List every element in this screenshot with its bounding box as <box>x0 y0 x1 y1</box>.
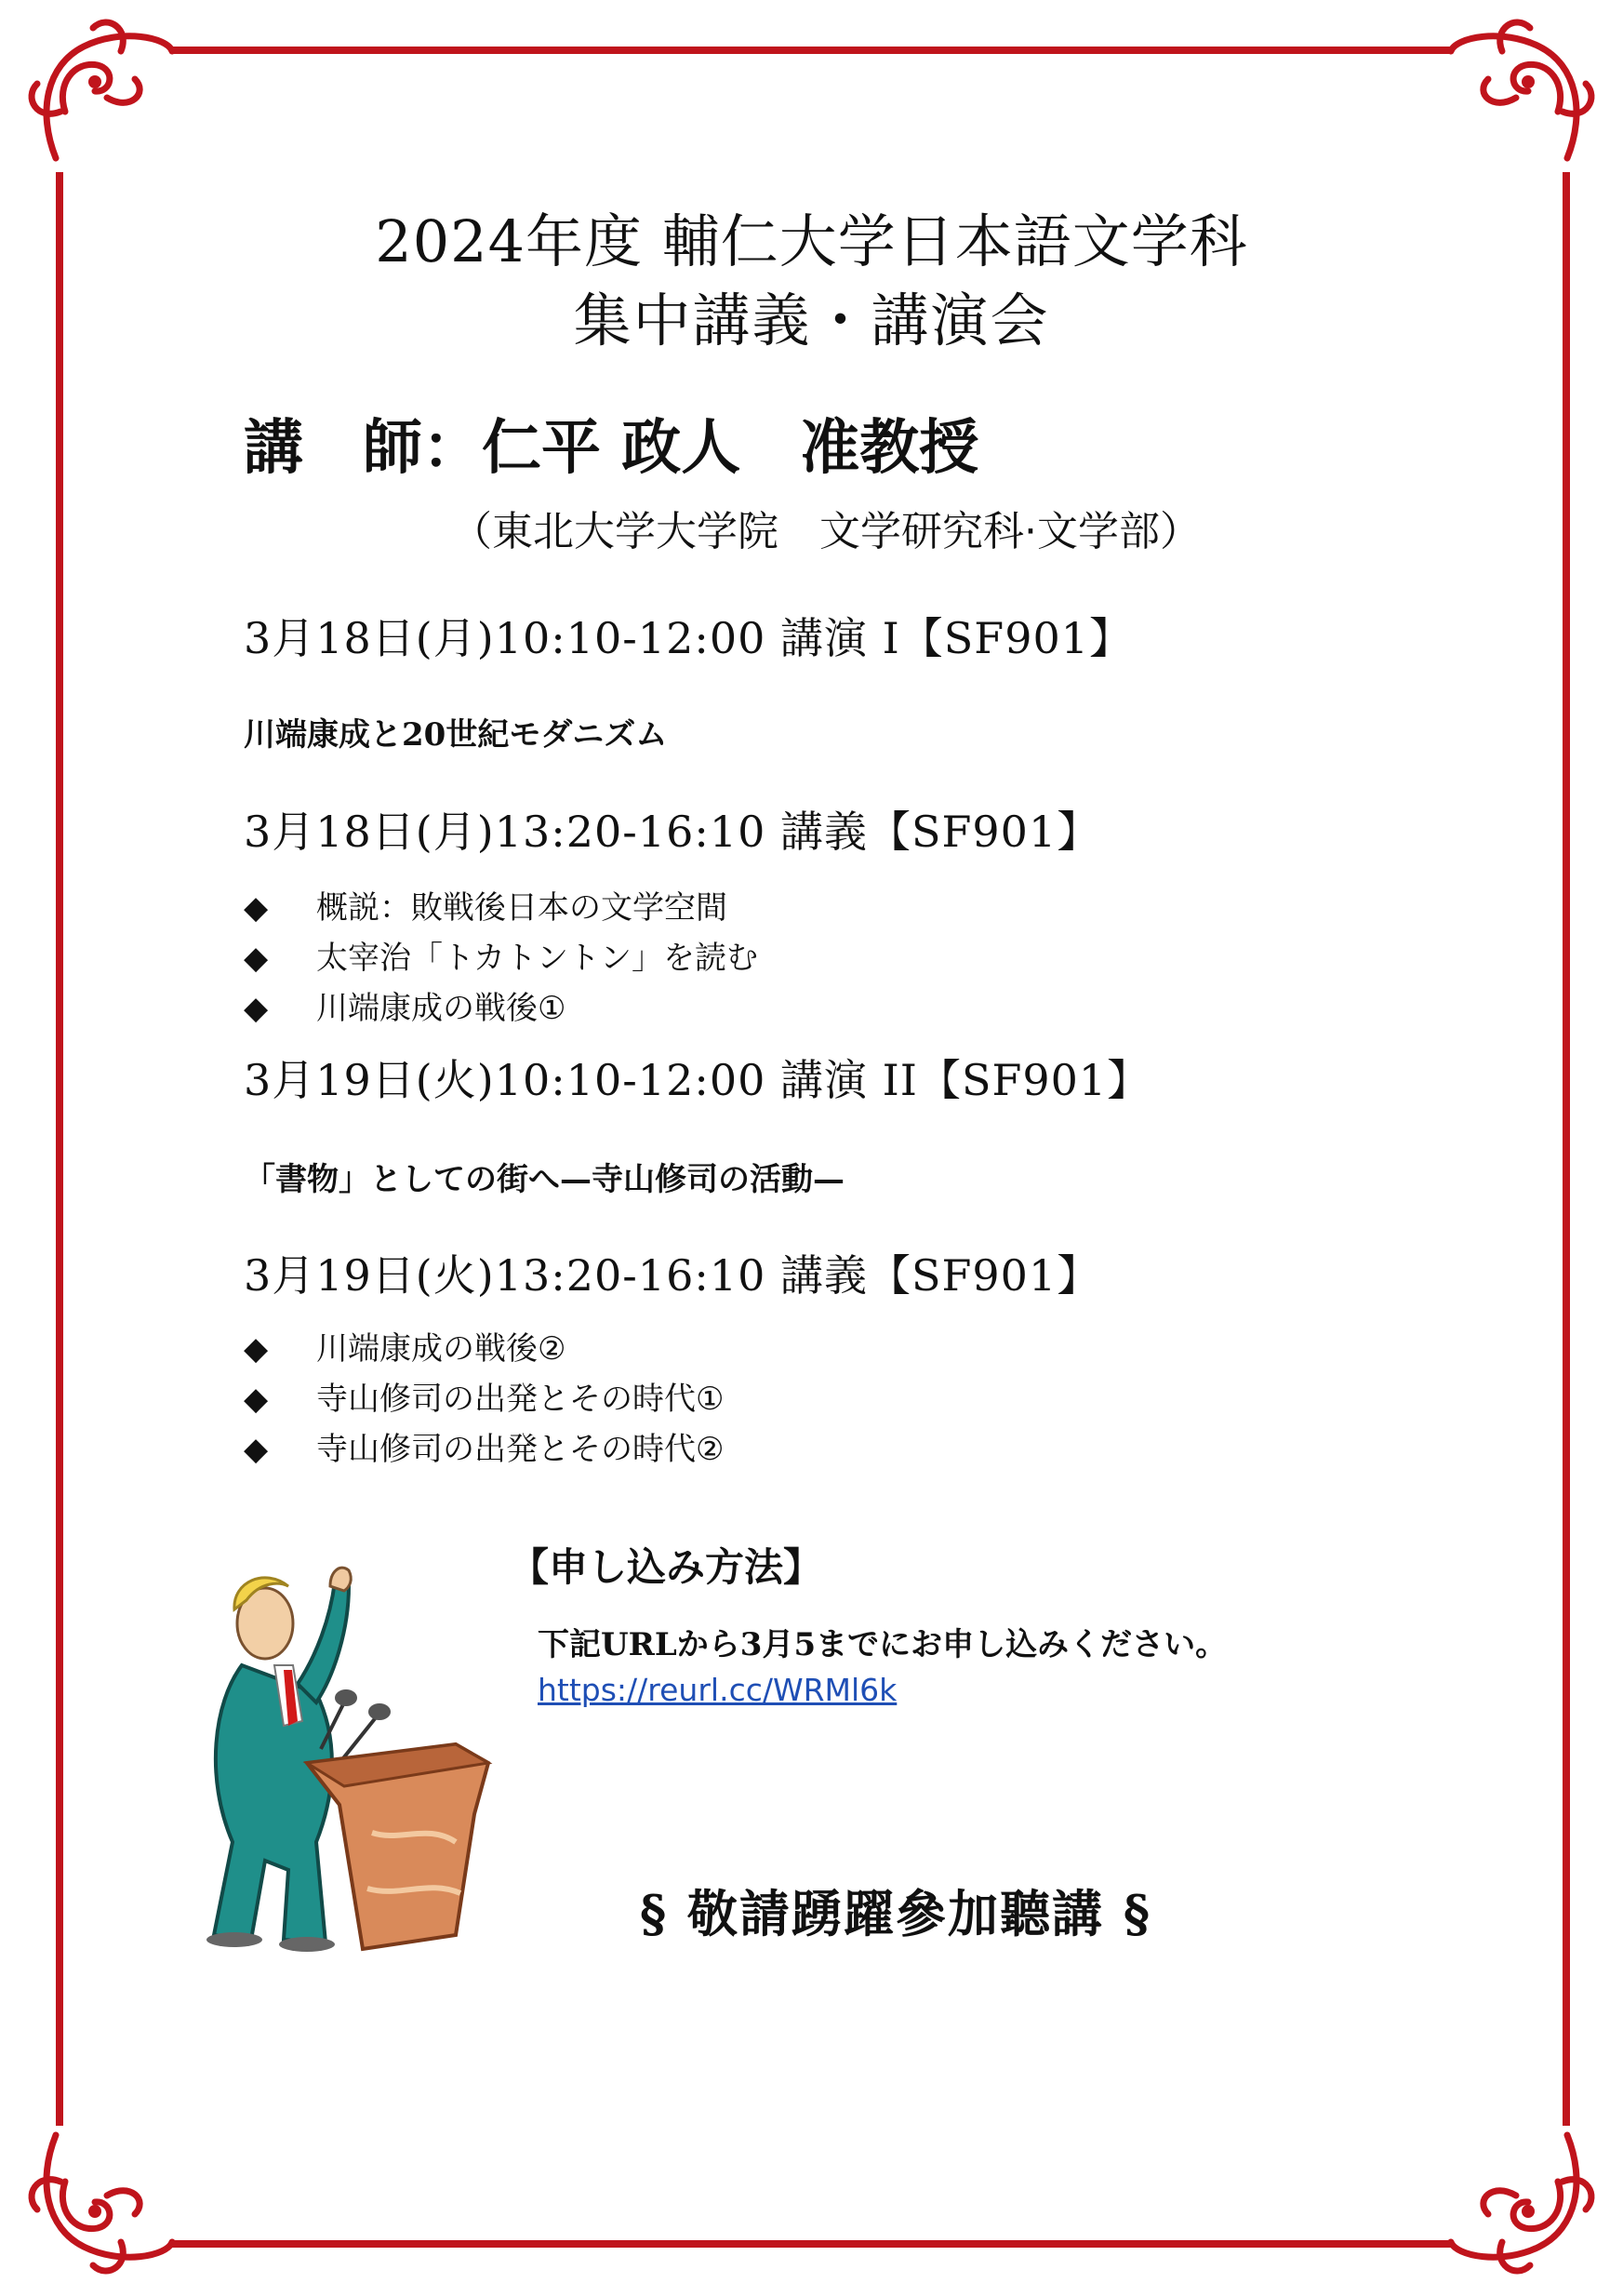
list-item-text: 川端康成の戦後② <box>316 1330 566 1368</box>
corner-ornament-bottom-left <box>19 2126 177 2284</box>
frame-bottom-line <box>172 2240 1451 2248</box>
frame-top-line <box>172 47 1451 54</box>
frame-left-line <box>56 172 63 2126</box>
page-title-line1: 2024年度 輔仁大学日本語文学科 <box>375 207 1248 275</box>
list-item <box>244 882 727 928</box>
session-schedule-3: 3月19日(火)10:10-12:00 講演 II【SF901】 <box>244 1055 1151 1105</box>
session-schedule-4: 3月19日(火)13:20-16:10 講義【SF901】 <box>244 1250 1101 1301</box>
speaker-at-podium-illustration <box>177 1563 498 1954</box>
list-item <box>244 1423 724 1469</box>
diamond-bullet-icon: ◆ <box>244 990 269 1027</box>
page-title-line2: 集中講義・講演会 <box>573 287 1050 354</box>
list-item-text: 概説：敗戦後日本の文学空間 <box>316 889 727 927</box>
registration-link[interactable]: https://reurl.cc/WRMl6k <box>538 1672 898 1708</box>
list-item-text: 太宰治「トカトントン」を読む <box>316 940 758 977</box>
closing-invitation: § 敬請踴躍參加聽講 § <box>640 1884 1152 1943</box>
corner-ornament-bottom-right <box>1446 2126 1604 2284</box>
list-item-text: 寺山修司の出発とその時代① <box>316 1381 725 1418</box>
corner-ornament-top-left <box>19 9 177 167</box>
diamond-bullet-icon: ◆ <box>244 1431 269 1468</box>
lecturer-affiliation: （東北大学大学院 文学研究科·文学部） <box>451 508 1201 555</box>
list-item <box>244 1373 724 1419</box>
list-item-text: 川端康成の戦後① <box>316 990 566 1027</box>
session-schedule-2: 3月18日(月)13:20-16:10 講義【SF901】 <box>244 807 1101 857</box>
session-title-1: 川端康成と20世紀モダニズム <box>244 716 668 754</box>
diamond-bullet-icon: ◆ <box>244 1330 269 1368</box>
apply-heading: 【申し込み方法】 <box>510 1544 823 1590</box>
frame-right-line <box>1563 172 1570 2126</box>
session-title-3: 「書物」としての街へ—寺山修司の活動— <box>244 1161 845 1198</box>
lecturer-name: 講 師：仁平 政人 准教授 <box>244 413 979 483</box>
apply-instructions: 下記URLから3月5までにお申し込みください。 <box>538 1626 1228 1663</box>
list-item <box>244 982 565 1028</box>
list-item <box>244 1323 565 1368</box>
session-schedule-1: 3月18日(月)10:10-12:00 講演 I【SF901】 <box>244 613 1134 663</box>
diamond-bullet-icon: ◆ <box>244 940 269 977</box>
corner-ornament-top-right <box>1446 9 1604 167</box>
diamond-bullet-icon: ◆ <box>244 1381 269 1418</box>
list-item-text: 寺山修司の出発とその時代② <box>316 1431 725 1468</box>
diamond-bullet-icon: ◆ <box>244 889 269 927</box>
list-item <box>244 932 758 978</box>
